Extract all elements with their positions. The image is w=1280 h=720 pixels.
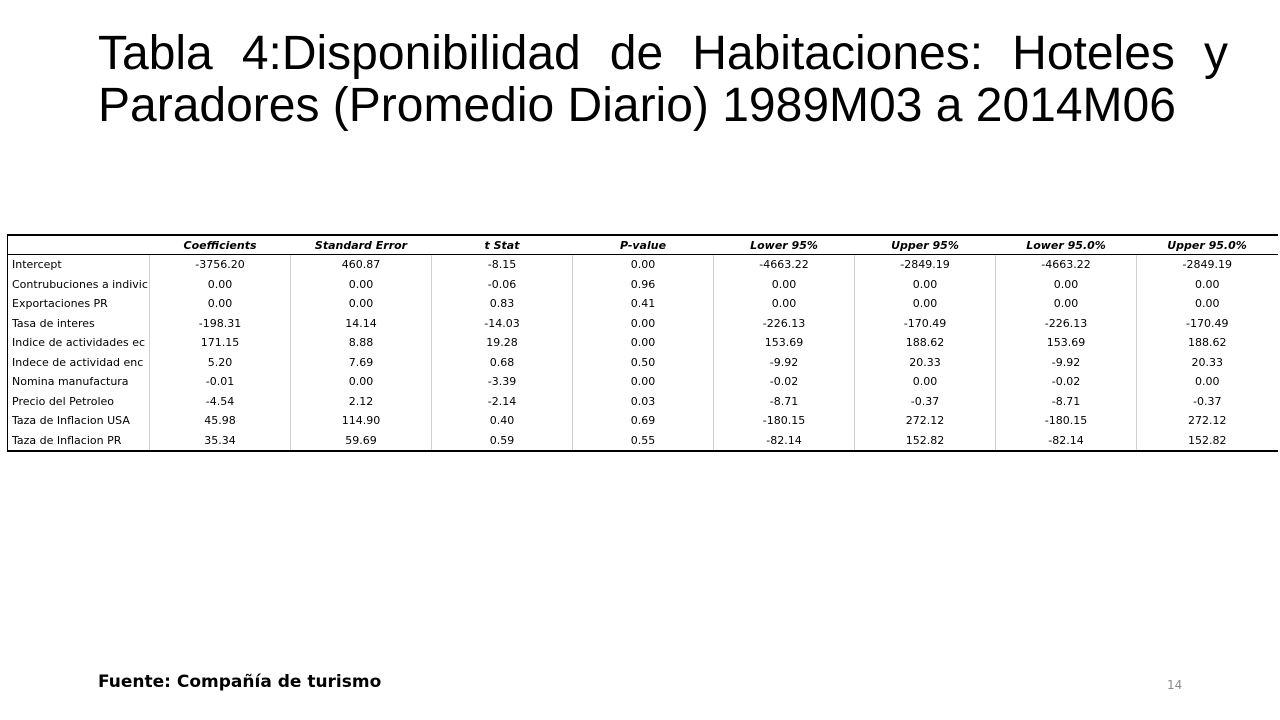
value-cell: 0.00 bbox=[573, 333, 714, 353]
table-row bbox=[8, 372, 1278, 392]
row-label-cell: Intercept bbox=[8, 255, 150, 275]
value-cell: -8.15 bbox=[432, 255, 573, 275]
row-label-cell: Nomina manufactura bbox=[8, 372, 150, 392]
header-cell: Upper 95% bbox=[855, 235, 996, 255]
table-row bbox=[8, 333, 1278, 353]
table-row bbox=[8, 353, 1278, 373]
value-cell: 0.68 bbox=[432, 353, 573, 373]
value-cell: 59.69 bbox=[291, 431, 432, 452]
value-cell: -0.37 bbox=[855, 392, 996, 412]
value-cell: 0.00 bbox=[855, 275, 996, 295]
value-cell: 35.34 bbox=[150, 431, 291, 452]
value-cell: 0.40 bbox=[432, 411, 573, 431]
value-cell: 0.00 bbox=[996, 275, 1137, 295]
value-cell: -8.71 bbox=[996, 392, 1137, 412]
value-cell: 188.62 bbox=[1137, 333, 1278, 353]
value-cell: 0.00 bbox=[714, 294, 855, 314]
value-cell: 20.33 bbox=[855, 353, 996, 373]
value-cell: 19.28 bbox=[432, 333, 573, 353]
value-cell: 460.87 bbox=[291, 255, 432, 275]
regression-table-container bbox=[7, 234, 1277, 452]
value-cell: -0.06 bbox=[432, 275, 573, 295]
value-cell: -0.01 bbox=[150, 372, 291, 392]
value-cell: 152.82 bbox=[1137, 431, 1278, 452]
value-cell: 152.82 bbox=[855, 431, 996, 452]
row-label-cell: Exportaciones PR bbox=[8, 294, 150, 314]
value-cell: -8.71 bbox=[714, 392, 855, 412]
header-cell: Lower 95.0% bbox=[996, 235, 1137, 255]
value-cell: 8.88 bbox=[291, 333, 432, 353]
table-row bbox=[8, 314, 1278, 334]
value-cell: -226.13 bbox=[996, 314, 1137, 334]
value-cell: -9.92 bbox=[996, 353, 1137, 373]
row-label-cell: Taza de Inflacion USA bbox=[8, 411, 150, 431]
value-cell: -9.92 bbox=[714, 353, 855, 373]
value-cell: 0.00 bbox=[150, 275, 291, 295]
header-cell: Lower 95% bbox=[714, 235, 855, 255]
value-cell: 0.00 bbox=[1137, 294, 1278, 314]
value-cell: 14.14 bbox=[291, 314, 432, 334]
value-cell: 0.00 bbox=[291, 372, 432, 392]
value-cell: 0.00 bbox=[996, 294, 1137, 314]
header-cell: P-value bbox=[573, 235, 714, 255]
table-row bbox=[8, 392, 1278, 412]
value-cell: -0.37 bbox=[1137, 392, 1278, 412]
value-cell: -170.49 bbox=[855, 314, 996, 334]
value-cell: 0.00 bbox=[855, 372, 996, 392]
row-label-cell: Precio del Petroleo bbox=[8, 392, 150, 412]
value-cell: 0.00 bbox=[573, 372, 714, 392]
value-cell: 45.98 bbox=[150, 411, 291, 431]
header-cell: Standard Error bbox=[291, 235, 432, 255]
value-cell: 0.83 bbox=[432, 294, 573, 314]
value-cell: 2.12 bbox=[291, 392, 432, 412]
table-row bbox=[8, 255, 1278, 275]
header-cell: t Stat bbox=[432, 235, 573, 255]
value-cell: 272.12 bbox=[1137, 411, 1278, 431]
row-label-cell: Tasa de interes bbox=[8, 314, 150, 334]
value-cell: 20.33 bbox=[1137, 353, 1278, 373]
value-cell: -3756.20 bbox=[150, 255, 291, 275]
value-cell: 0.00 bbox=[150, 294, 291, 314]
value-cell: -82.14 bbox=[714, 431, 855, 452]
value-cell: 0.96 bbox=[573, 275, 714, 295]
source-note: Fuente: Compañía de turismo bbox=[98, 672, 382, 692]
row-label-cell: Indice de actividades ec bbox=[8, 333, 150, 353]
table-row bbox=[8, 431, 1278, 452]
table-row bbox=[8, 411, 1278, 431]
value-cell: 0.00 bbox=[1137, 275, 1278, 295]
value-cell: 171.15 bbox=[150, 333, 291, 353]
value-cell: -226.13 bbox=[714, 314, 855, 334]
value-cell: 0.00 bbox=[855, 294, 996, 314]
value-cell: 5.20 bbox=[150, 353, 291, 373]
value-cell: 272.12 bbox=[855, 411, 996, 431]
value-cell: 0.50 bbox=[573, 353, 714, 373]
value-cell: 114.90 bbox=[291, 411, 432, 431]
value-cell: -4.54 bbox=[150, 392, 291, 412]
header-cell: Upper 95.0% bbox=[1137, 235, 1278, 255]
value-cell: -82.14 bbox=[996, 431, 1137, 452]
value-cell: -170.49 bbox=[1137, 314, 1278, 334]
value-cell: 0.55 bbox=[573, 431, 714, 452]
value-cell: -0.02 bbox=[996, 372, 1137, 392]
row-label-cell: Indece de actividad enc bbox=[8, 353, 150, 373]
page-number: 14 bbox=[1167, 678, 1183, 692]
value-cell: -4663.22 bbox=[996, 255, 1137, 275]
value-cell: -0.02 bbox=[714, 372, 855, 392]
value-cell: 7.69 bbox=[291, 353, 432, 373]
table-row bbox=[8, 294, 1278, 314]
table-body bbox=[8, 255, 1278, 452]
value-cell: 0.00 bbox=[291, 275, 432, 295]
table-row bbox=[8, 275, 1278, 295]
value-cell: -2849.19 bbox=[1137, 255, 1278, 275]
row-label-cell: Contrubuciones a indivic bbox=[8, 275, 150, 295]
value-cell: 0.00 bbox=[714, 275, 855, 295]
value-cell: -2849.19 bbox=[855, 255, 996, 275]
row-label-cell: Taza de Inflacion PR bbox=[8, 431, 150, 452]
value-cell: 0.41 bbox=[573, 294, 714, 314]
value-cell: -198.31 bbox=[150, 314, 291, 334]
value-cell: 0.00 bbox=[1137, 372, 1278, 392]
value-cell: -14.03 bbox=[432, 314, 573, 334]
header-cell bbox=[8, 235, 150, 255]
value-cell: -180.15 bbox=[996, 411, 1137, 431]
value-cell: -180.15 bbox=[714, 411, 855, 431]
table-header-row bbox=[8, 235, 1278, 255]
header-cell: Coefficients bbox=[150, 235, 291, 255]
value-cell: 0.69 bbox=[573, 411, 714, 431]
value-cell: 0.00 bbox=[573, 314, 714, 334]
value-cell: 0.03 bbox=[573, 392, 714, 412]
value-cell: -3.39 bbox=[432, 372, 573, 392]
value-cell: 0.00 bbox=[573, 255, 714, 275]
value-cell: 0.00 bbox=[291, 294, 432, 314]
value-cell: 188.62 bbox=[855, 333, 996, 353]
regression-table bbox=[7, 234, 1278, 452]
value-cell: 153.69 bbox=[996, 333, 1137, 353]
value-cell: 0.59 bbox=[432, 431, 573, 452]
value-cell: 153.69 bbox=[714, 333, 855, 353]
value-cell: -2.14 bbox=[432, 392, 573, 412]
value-cell: -4663.22 bbox=[714, 255, 855, 275]
slide-title: Tabla 4:Disponibilidad de Habitaciones: Hoteles y Paradores (Promedio Diario) 1989M03 a 2014M06 bbox=[98, 27, 1228, 132]
